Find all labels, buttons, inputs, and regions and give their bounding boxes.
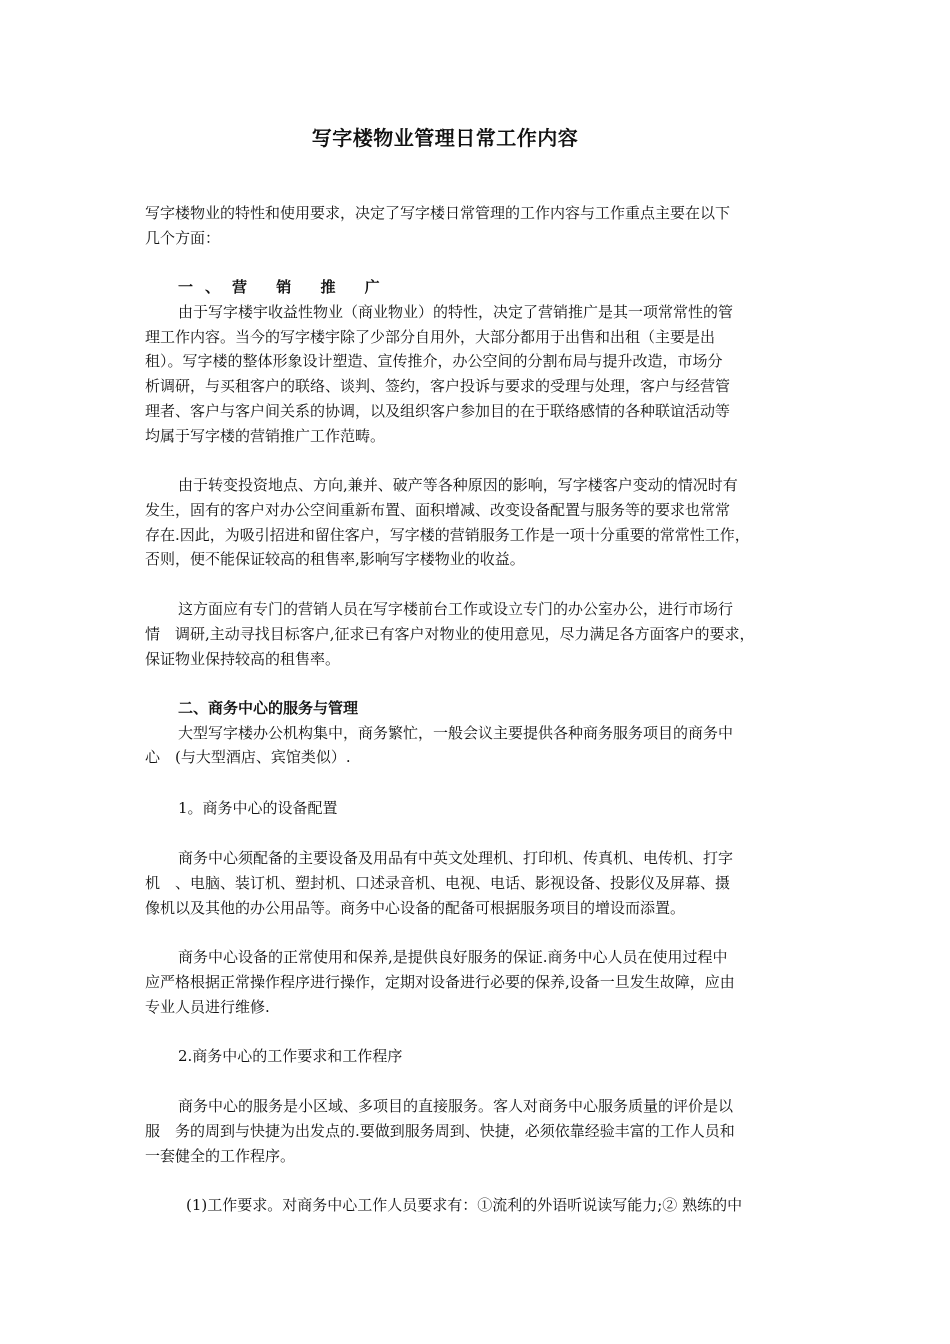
paragraph-line: 应严格根据正常操作程序进行操作，定期对设备进行必要的保养,设备一旦发生故障，应由 [145,973,735,991]
paragraph-line: 析调研，与买租客户的联络、谈判、签约，客户投诉与要求的受理与处理，客户与经营管 [145,377,731,395]
paragraph-line: 存在.因此，为吸引招进和留住客户，写字楼的营销服务工作是一项十分重要的常常性工作， [145,526,750,544]
paragraph-line: 租）。写字楼的整体形象设计塑造、宣传推介，办公空间的分割布局与提升改造，市场分 [145,352,723,370]
paragraph-line: 情 调研,主动寻找目标客户,征求已有客户对物业的使用意见，尽力满足各方面客户的要求， [145,625,755,643]
paragraph-line: 机 、电脑、装订机、塑封机、口述录音机、电视、电话、影视设备、投影仪及屏幕、摄 [145,874,731,892]
paragraph-line: 理者、客户与客户间关系的协调，以及组织客户参加目的在于联络感情的各种联谊活动等 [145,402,731,420]
paragraph-line: 这方面应有专门的营销人员在写字楼前台工作或设立专门的办公室办公，进行市场行 [178,600,734,618]
paragraph-line: 专业人员进行维修. [145,998,270,1016]
paragraph-line: 心 (与大型酒店、宾馆类似）. [145,748,351,766]
paragraph-line: 商务中心的服务是小区域、多项目的直接服务。客人对商务中心服务质量的评价是以 [178,1097,734,1115]
section-heading-business-center: 二、商务中心的服务与管理 [178,699,359,717]
document-title: 写字楼物业管理日常工作内容 [311,126,579,150]
intro-line: 几个方面： [145,229,221,247]
paragraph-line: 由于转变投资地点、方向,兼并、破产等各种原因的影响，写字楼客户变动的情况时有 [178,476,738,494]
paragraph-line: 否则，便不能保证较高的租售率,影响写字楼物业的收益。 [145,550,525,568]
paragraph-line: 商务中心须配备的主要设备及用品有中英文处理机、打印机、传真机、电传机、打字 [178,849,734,867]
paragraph-line: 理工作内容。当今的写字楼宇除了少部分自用外，大部分都用于出售和出租（主要是出 [145,328,716,346]
paragraph-line: 大型写字楼办公机构集中，商务繁忙，一般会议主要提供各种商务服务项目的商务中 [178,724,734,742]
paragraph-line: 保证物业保持较高的租售率。 [145,650,341,668]
paragraph-line: 服 务的周到与快捷为出发点的.要做到服务周到、快捷，必须依靠经验丰富的工作人员和 [145,1122,735,1140]
paragraph-line: 发生，固有的客户对办公空间重新布置、面积增减、改变设备配置与服务等的要求也常常 [145,501,731,519]
paragraph-line: 像机以及其他的办公用品等。商务中心设备的配备可根据服务项目的增设而添置。 [145,899,686,917]
paragraph-line: 一套健全的工作程序。 [145,1147,296,1165]
subheading-work-requirements: 2.商务中心的工作要求和工作程序 [178,1047,403,1065]
section-heading-marketing: 一、营 销 推 广 [178,278,392,296]
paragraph-line: 商务中心设备的正常使用和保养,是提供良好服务的保证.商务中心人员在使用过程中 [178,948,728,966]
paragraph-line: 均属于写字楼的营销推广工作范畴。 [145,427,386,445]
subheading-equipment: 1。商务中心的设备配置 [178,799,338,817]
paragraph-line: (1)工作要求。对商务中心工作人员要求有：①流利的外语听说读写能力;② 熟练的中 [186,1196,743,1214]
paragraph-line: 由于写字楼宇收益性物业（商业物业）的特性，决定了营销推广是其一项常常性的管 [178,303,734,321]
intro-line: 写字楼物业的特性和使用要求，决定了写字楼日常管理的工作内容与工作重点主要在以下 [145,204,731,222]
